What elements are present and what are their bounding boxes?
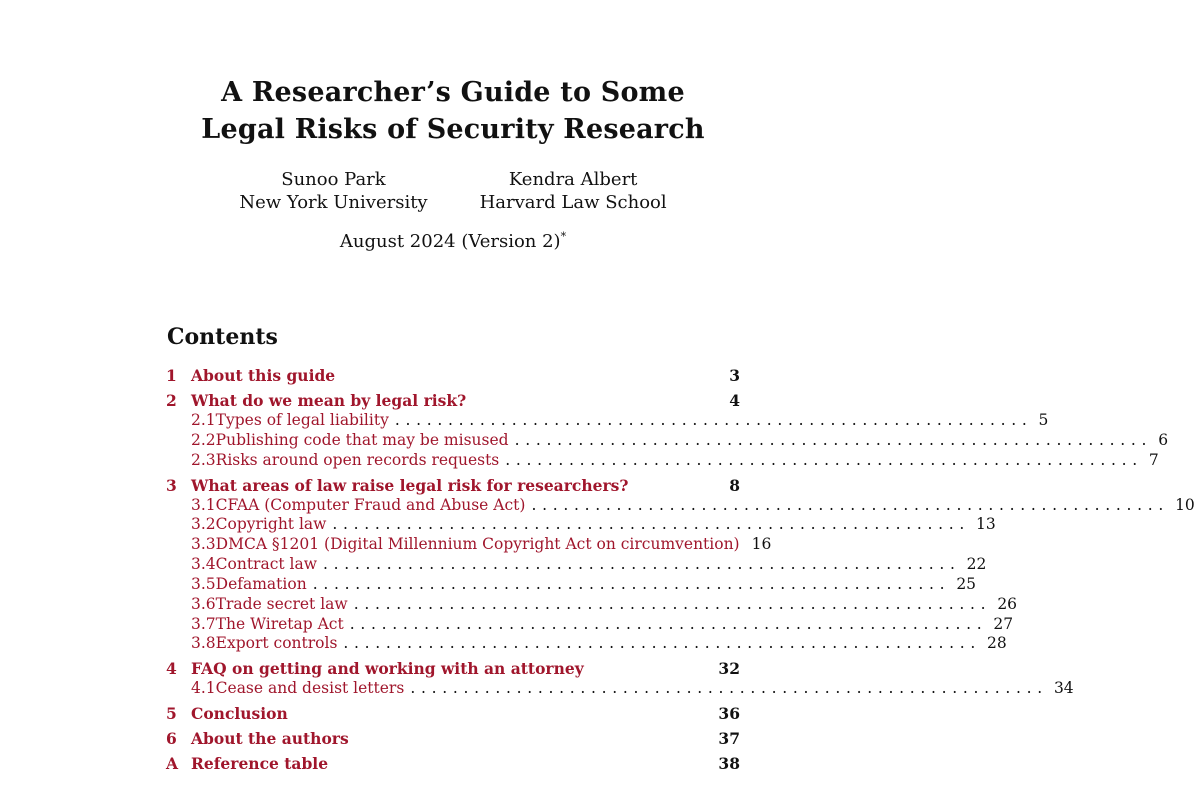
toc-subsection-num: 2.2 (191, 430, 216, 449)
toc-subsection-3.6[interactable] (166, 594, 1018, 615)
toc-subsection-3.5[interactable] (166, 574, 977, 595)
toc-subsection-num: 3.3 (191, 535, 216, 554)
toc-subsection-page: 26 (997, 594, 1018, 613)
toc-subsection-num: 2.3 (191, 450, 216, 469)
toc-section-num: 1 (166, 366, 177, 385)
toc-subsection-title: CFAA (Computer Fraud and Abuse Act) (215, 495, 526, 514)
toc-subsection-4.1[interactable] (166, 679, 1074, 699)
toc-subsection-title: Risks around open records requests (215, 450, 500, 469)
toc-subsection-3.1[interactable] (166, 495, 1195, 516)
toc-section-num: A (166, 754, 179, 774)
toc-subsection-3.7[interactable] (166, 614, 1014, 635)
toc-section-page: 36 (718, 704, 740, 724)
toc-subsection-num: 2.1 (191, 411, 216, 429)
toc-section-num: 3 (166, 475, 177, 495)
table-of-contents (166, 366, 1195, 774)
toc-subsection-num: 3.6 (191, 594, 216, 613)
toc-subsection-page: 6 (1158, 430, 1169, 449)
toc-subsection-title: Publishing code that may be misused (215, 430, 509, 449)
toc-section-page: 4 (729, 391, 740, 410)
toc-subsection-title: Cease and desist letters (215, 679, 405, 698)
toc-subsection-num: 4.1 (191, 679, 216, 698)
toc-subsection-3.2[interactable] (166, 515, 996, 535)
toc-section-page: 8 (729, 475, 740, 495)
toc-subsection-page: 7 (1148, 450, 1159, 469)
toc-section-title: About this guide (191, 366, 336, 385)
toc-subsection-page: 22 (966, 555, 987, 574)
author-affiliation: New York University (239, 192, 428, 213)
toc-section-page: 32 (718, 659, 740, 679)
author-name: Sunoo Park (281, 169, 386, 190)
toc-section-3[interactable] (166, 476, 740, 496)
toc-section-4[interactable] (166, 659, 740, 679)
toc-subsection-num: 3.7 (191, 614, 216, 633)
toc-subsection-page: 5 (1038, 411, 1049, 429)
toc-subsection-page: 10 (1175, 495, 1195, 514)
toc-subsection-page: 28 (987, 634, 1007, 653)
toc-leader-dots: ............................................................ (312, 574, 951, 593)
toc-leader-dots: ............................................................ (505, 450, 1143, 469)
toc-section-num: 6 (166, 729, 177, 749)
toc-leader-dots: ............................................................ (332, 515, 971, 534)
toc-subsection-page: 13 (976, 515, 996, 534)
toc-subsection-page: 34 (1053, 679, 1074, 698)
toc-leader-dots: ............................................................ (410, 679, 1048, 698)
toc-subsection-3.4[interactable] (166, 555, 987, 575)
toc-section-2[interactable] (166, 391, 740, 411)
toc-subsection-title: Copyright law (215, 515, 327, 534)
toc-subsection-page: 16 (751, 535, 772, 554)
toc-section-title: Reference table (191, 754, 329, 774)
toc-subsection-page: 27 (993, 614, 1014, 633)
author-affiliation: Harvard Law School (479, 192, 667, 213)
toc-section-A[interactable] (166, 754, 740, 774)
toc-subsection-title: Trade secret law (215, 594, 348, 613)
toc-subsection-2.3[interactable] (166, 450, 1159, 471)
paper-title (0, 74, 906, 148)
author-name: Kendra Albert (508, 169, 638, 190)
toc-leader-dots: ............................................................ (394, 411, 1033, 429)
toc-subsection-num: 3.8 (191, 634, 216, 653)
author-block (0, 168, 906, 214)
toc-leader-dots: ............................................................ (343, 634, 982, 653)
toc-subsection-title: Export controls (215, 634, 338, 653)
toc-section-5[interactable] (166, 704, 740, 724)
footnote-mark[interactable]: * (560, 230, 567, 243)
toc-section-title: About the authors (191, 729, 349, 749)
toc-section-title: What do we mean by legal risk? (191, 391, 467, 410)
toc-subsection-num: 3.5 (191, 574, 216, 593)
contents-heading: Contents (167, 324, 278, 350)
toc-subsection-2.2[interactable] (166, 430, 1169, 451)
toc-section-1[interactable] (166, 366, 740, 386)
toc-subsection-title: Types of legal liability (215, 411, 389, 429)
toc-section-6[interactable] (166, 729, 740, 749)
toc-leader-dots: ............................................................ (349, 614, 988, 633)
paper-title-line-2: Legal Risks of Security Research (201, 114, 705, 145)
toc-subsection-page: 25 (956, 574, 977, 593)
toc-subsection-num: 3.4 (191, 555, 216, 574)
toc-section-num: 2 (166, 391, 177, 410)
toc-subsection-num: 3.2 (191, 515, 216, 534)
toc-subsection-2.1[interactable] (166, 411, 1049, 431)
toc-section-page: 37 (718, 729, 740, 749)
author-2 (480, 168, 667, 214)
toc-subsection-num: 3.1 (191, 495, 216, 514)
toc-section-title: FAQ on getting and working with an attorney (191, 659, 584, 679)
toc-subsection-3.3[interactable] (166, 535, 772, 555)
toc-section-page: 3 (729, 366, 740, 385)
toc-section-page: 38 (718, 754, 740, 774)
paper-title-line-1: A Researcher’s Guide to Some (221, 77, 685, 108)
date-text: August 2024 (Version 2) (339, 231, 561, 252)
toc-leader-dots: ............................................................ (353, 594, 992, 613)
toc-subsection-title: Defamation (215, 574, 307, 593)
author-1 (239, 168, 427, 214)
toc-leader-dots: ............................................................ (531, 495, 1170, 514)
toc-leader-dots: ............................................................ (514, 430, 1153, 449)
toc-subsection-3.8[interactable] (166, 634, 1007, 654)
toc-leader-dots: ............................................................ (323, 555, 961, 574)
toc-section-title: What areas of law raise legal risk for researchers? (191, 475, 629, 495)
toc-section-num: 5 (166, 704, 177, 724)
toc-subsection-title: DMCA §1201 (Digital Millennium Copyright Act on circumvention) (215, 535, 740, 554)
date-line (0, 230, 906, 252)
toc-section-title: Conclusion (191, 704, 288, 724)
toc-subsection-title: Contract law (215, 555, 318, 574)
toc-subsection-title: The Wiretap Act (215, 614, 344, 633)
toc-section-num: 4 (166, 659, 177, 679)
